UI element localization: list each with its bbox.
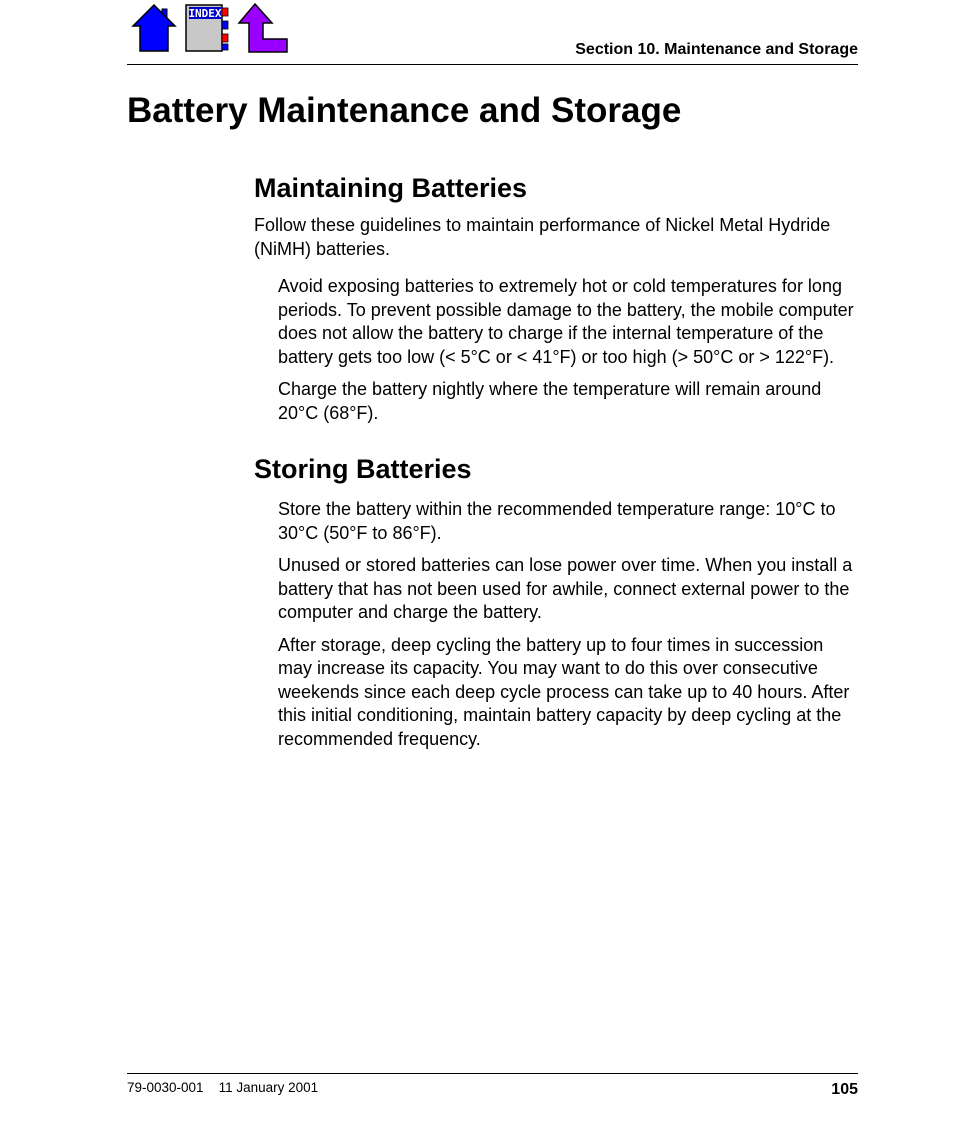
back-arrow-icon xyxy=(237,3,289,53)
storing-heading: Storing Batteries xyxy=(254,454,472,484)
storing-list xyxy=(254,498,858,751)
home-button[interactable] xyxy=(131,3,177,53)
list-item: Charge the battery nightly where the temperature will remain around 20°C (68°F). xyxy=(278,379,822,423)
maintaining-heading: Maintaining Batteries xyxy=(254,173,528,203)
main-content xyxy=(254,171,858,751)
list-item: After storage, deep cycling the battery up to four times in succession may increase its capacity. You may want to do this over consecutive weekends since each deep cycle process can take up to 40 hours. After this initial conditioning, maintain battery capacity by deep cycling at the recommended frequency. xyxy=(278,634,850,749)
page-number: 105 xyxy=(831,1081,858,1098)
maintaining-intro: Follow these guidelines to maintain performance of Nickel Metal Hydride (NiMH) batteries. xyxy=(254,215,831,259)
list-item: Store the battery within the recommended temperature range: 10°C to 30°C (50°F to 86°F). xyxy=(278,499,836,543)
page-title: Battery Maintenance and Storage xyxy=(127,91,682,130)
doc-id: 79-0030-001 11 January 2001 xyxy=(127,1080,319,1095)
index-icon xyxy=(184,3,230,53)
index-button[interactable] xyxy=(184,3,230,53)
page-header xyxy=(127,0,858,65)
index-label: INDEX xyxy=(188,7,222,20)
list-item: Unused or stored batteries can lose power over time. When you install a battery that has not been used for awhile, connect external power to the computer and charge the battery. xyxy=(278,555,853,622)
section-title: Section 10. Maintenance and Storage xyxy=(575,41,858,58)
back-button[interactable] xyxy=(237,3,283,53)
list-item: Avoid exposing batteries to extremely hot or cold temperatures for long periods. To prevent possible damage to the battery, the mobile computer does not allow the battery to charge if the internal temperature of the battery gets too low (< 5°C or < 41°F) or too high (> 50°C or > 122°F). xyxy=(278,276,854,367)
maintaining-list xyxy=(254,275,858,425)
page-footer xyxy=(127,1073,858,1098)
nav-buttons xyxy=(131,3,283,53)
home-icon xyxy=(131,3,177,53)
